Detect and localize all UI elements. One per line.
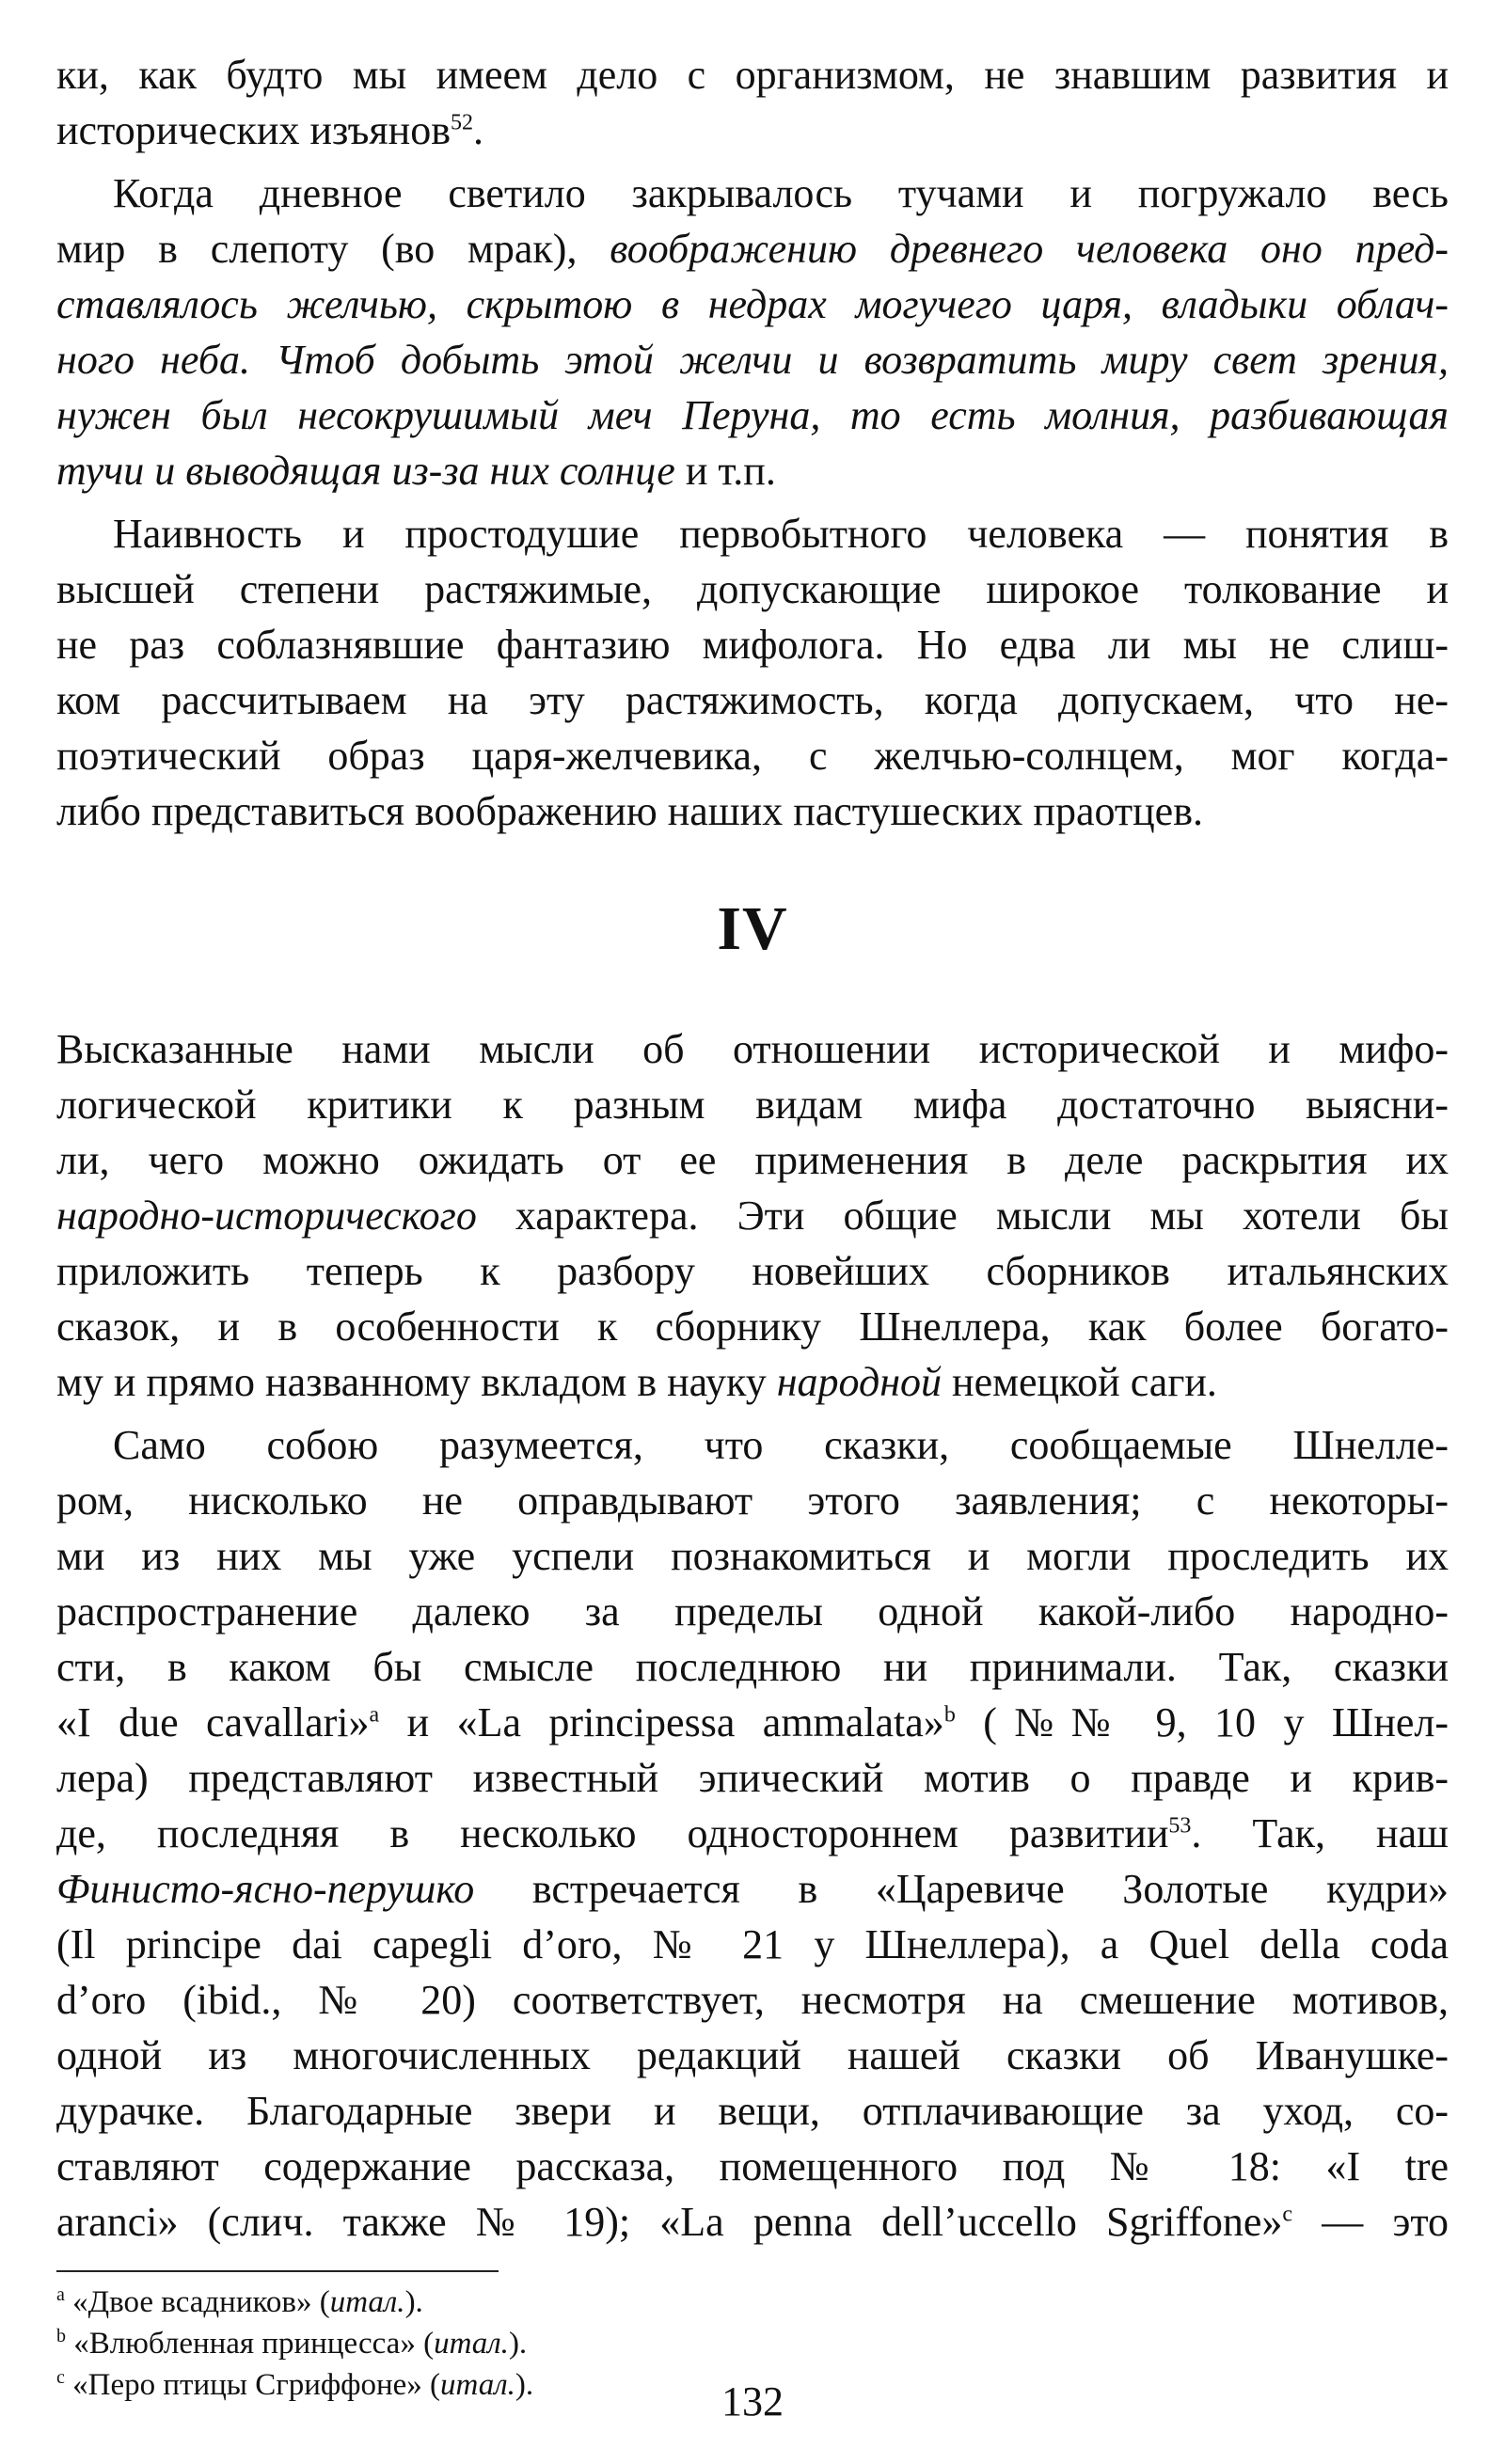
text-line	[56, 1243, 1449, 1299]
footnote-mark: b	[56, 2326, 66, 2346]
footnote-ref: 53	[1168, 1813, 1192, 1839]
footnote-note: итал.	[434, 2327, 509, 2361]
page-number: 132	[721, 2378, 784, 2425]
text-line	[56, 1021, 1449, 1077]
text-span: приложить теперь к разбору новейших сборников итальянских	[56, 1248, 1449, 1294]
text-line	[56, 1972, 1449, 2028]
text-line	[56, 672, 1449, 728]
section-heading: IV	[717, 894, 788, 963]
text-span: ставляют содержание рассказа, помещенного под № 18: «I tre	[56, 2143, 1449, 2189]
text-span: «I due cavallari»	[56, 1699, 370, 1745]
italic-span: народно-исторического	[56, 1193, 477, 1239]
text-line	[56, 1639, 1449, 1695]
text-line	[56, 506, 1449, 561]
italic-span: народной	[776, 1359, 943, 1405]
text-span: ком рассчитываем на эту растяжимость, когда допускаем, что не-	[56, 677, 1449, 723]
footnote-divider	[56, 2270, 499, 2272]
text-span: сказок, и в особенности к сборнику Шнеллера, как более богато-	[56, 1303, 1449, 1350]
text-line	[56, 783, 1449, 839]
text-span: ром, нисколько не оправдывают этого заявления; с некоторы-	[56, 1477, 1449, 1524]
paragraph-3	[56, 506, 1449, 839]
italic-span: ставлялось желчью, скрытою в недрах могучего царя, владыки облач-	[56, 281, 1449, 327]
text-line	[56, 166, 1449, 221]
footnote-ref: c	[1282, 2202, 1293, 2227]
footnote-note: итал.	[440, 2368, 515, 2402]
text-line	[56, 1132, 1449, 1188]
text-line	[56, 1299, 1449, 1354]
paragraph-1	[56, 47, 1449, 158]
text-span: . Так, наш	[1191, 1810, 1449, 1856]
text-line	[56, 1861, 1449, 1917]
footnote-mark: a	[56, 2284, 65, 2305]
text-span: де, последняя в несколько одностороннем развитии	[56, 1810, 1169, 1856]
footnote-text: «Перо птицы Сгриффоне» (	[72, 2368, 441, 2402]
text-line	[56, 103, 1449, 158]
text-span: сти, в каком бы смысле последнюю ни принимали. Так, сказки	[56, 1644, 1449, 1690]
text-line	[56, 443, 1449, 498]
text-span: дурачке. Благодарные звери и вещи, отплачивающие за уход, со-	[56, 2088, 1449, 2134]
text-line	[56, 1917, 1449, 1972]
italic-span: нужен был несокрушимый меч Перуна, то есть молния, разбивающая	[56, 392, 1449, 438]
text-line	[56, 1473, 1449, 1528]
footnote	[56, 2282, 1449, 2323]
text-span: высшей степени растяжимые, допускающие широкое толкование и	[56, 566, 1449, 612]
text-line	[56, 2194, 1449, 2250]
text-span: и т.п.	[674, 448, 776, 494]
footnote-text: «Двое всадников» (	[72, 2285, 330, 2319]
text-line	[56, 387, 1449, 443]
footnote-ref: b	[943, 1702, 956, 1728]
text-span: Высказанные нами мысли об отношении исторической и мифо-	[56, 1026, 1449, 1072]
text-span: Наивность и простодушие первобытного человека — понятия в	[113, 511, 1449, 557]
text-span: немецкой саги.	[942, 1359, 1217, 1405]
footnote-text: «Влюбленная принцесса» (	[73, 2327, 435, 2361]
text-span: распространение далеко за пределы одной какой-либо народно-	[56, 1588, 1449, 1635]
text-span: (Il principe dai capegli d’oro, № 21 у Шнеллера), а Quel della coda	[56, 1921, 1449, 1967]
italic-span: ного неба. Чтоб добыть этой желчи и возвратить миру свет зрения,	[56, 337, 1449, 383]
text-line	[56, 561, 1449, 617]
text-span: встречается в «Царевиче Золотые кудри»	[474, 1866, 1449, 1912]
footnote-end: ).	[404, 2285, 423, 2319]
text-line	[56, 276, 1449, 332]
italic-span: тучи и выводящая из-за них солнце	[56, 448, 675, 494]
text-line	[56, 2139, 1449, 2194]
text-line	[56, 1750, 1449, 1806]
text-span: — это	[1292, 2199, 1449, 2245]
text-span: Когда дневное светило закрывалось тучами и погружало весь	[113, 170, 1449, 216]
text-span: лера) представляют известный эпический мотив о правде и крив-	[56, 1755, 1449, 1801]
page-body	[56, 47, 1449, 2406]
text-span: .	[472, 107, 483, 153]
text-span: мир в слепоту (во мрак),	[56, 226, 610, 272]
italic-span: воображению древнего человека оно пред-	[610, 226, 1449, 272]
text-line	[56, 1695, 1449, 1750]
text-span: поэтический образ царя-желчевика, с желчью-солнцем, мог когда-	[56, 733, 1449, 779]
text-line	[56, 221, 1449, 276]
text-line	[56, 1806, 1449, 1861]
text-line	[56, 1188, 1449, 1243]
text-line	[56, 1077, 1449, 1132]
text-line	[56, 2028, 1449, 2083]
text-span: логической критики к разным видам мифа достаточно выясни-	[56, 1082, 1449, 1128]
text-span: aranci» (слич. также № 19); «La penna dell’uccello Sgriffone»	[56, 2199, 1283, 2245]
text-span: исторических изъянов	[56, 107, 451, 153]
text-line	[56, 1584, 1449, 1639]
text-span: Само собою разумеется, что сказки, сообщаемые Шнелле-	[113, 1422, 1449, 1468]
text-line	[56, 728, 1449, 783]
footnote-note: итал.	[329, 2285, 405, 2319]
paragraph-5	[56, 1417, 1449, 2250]
footnote-ref: 52	[450, 110, 473, 135]
text-line	[56, 1528, 1449, 1584]
text-span: (№№ 9, 10 у Шнел-	[955, 1699, 1449, 1745]
italic-span: Финисто-ясно-перушко	[56, 1866, 475, 1912]
text-line	[56, 2083, 1449, 2139]
paragraph-2	[56, 166, 1449, 498]
text-span: ми из них мы уже успели познакомиться и могли проследить их	[56, 1533, 1449, 1579]
text-span: ли, чего можно ожидать от ее применения в деле раскрытия их	[56, 1137, 1449, 1183]
footnote-mark: c	[56, 2367, 65, 2388]
footnote	[56, 2323, 1449, 2364]
text-span: d’oro (ibid., № 20) соответствует, несмотря на смешение мотивов,	[56, 1977, 1449, 2023]
text-span: характера. Эти общие мысли мы хотели бы	[476, 1193, 1449, 1239]
footnote-end: ).	[515, 2368, 534, 2402]
paragraph-4	[56, 1021, 1449, 1410]
text-line	[56, 1417, 1449, 1473]
footnote-end: ).	[508, 2327, 528, 2361]
text-line	[56, 47, 1449, 103]
text-span: ки, как будто мы имеем дело с организмом, не знавшим развития и	[56, 52, 1449, 98]
footnote-ref: a	[369, 1702, 380, 1728]
text-span: не раз соблазнявшие фантазию мифолога. Но едва ли мы не слиш-	[56, 622, 1449, 668]
text-span: одной из многочисленных редакций нашей сказки об Иванушке-	[56, 2032, 1449, 2078]
text-line	[56, 1354, 1449, 1410]
text-line	[56, 617, 1449, 672]
text-span: му и прямо названному вкладом в науку	[56, 1359, 777, 1405]
text-span: и «La principessa ammalata»	[379, 1699, 944, 1745]
text-line	[56, 332, 1449, 387]
text-span: либо представиться воображению наших пастушеских праотцев.	[56, 788, 1203, 834]
